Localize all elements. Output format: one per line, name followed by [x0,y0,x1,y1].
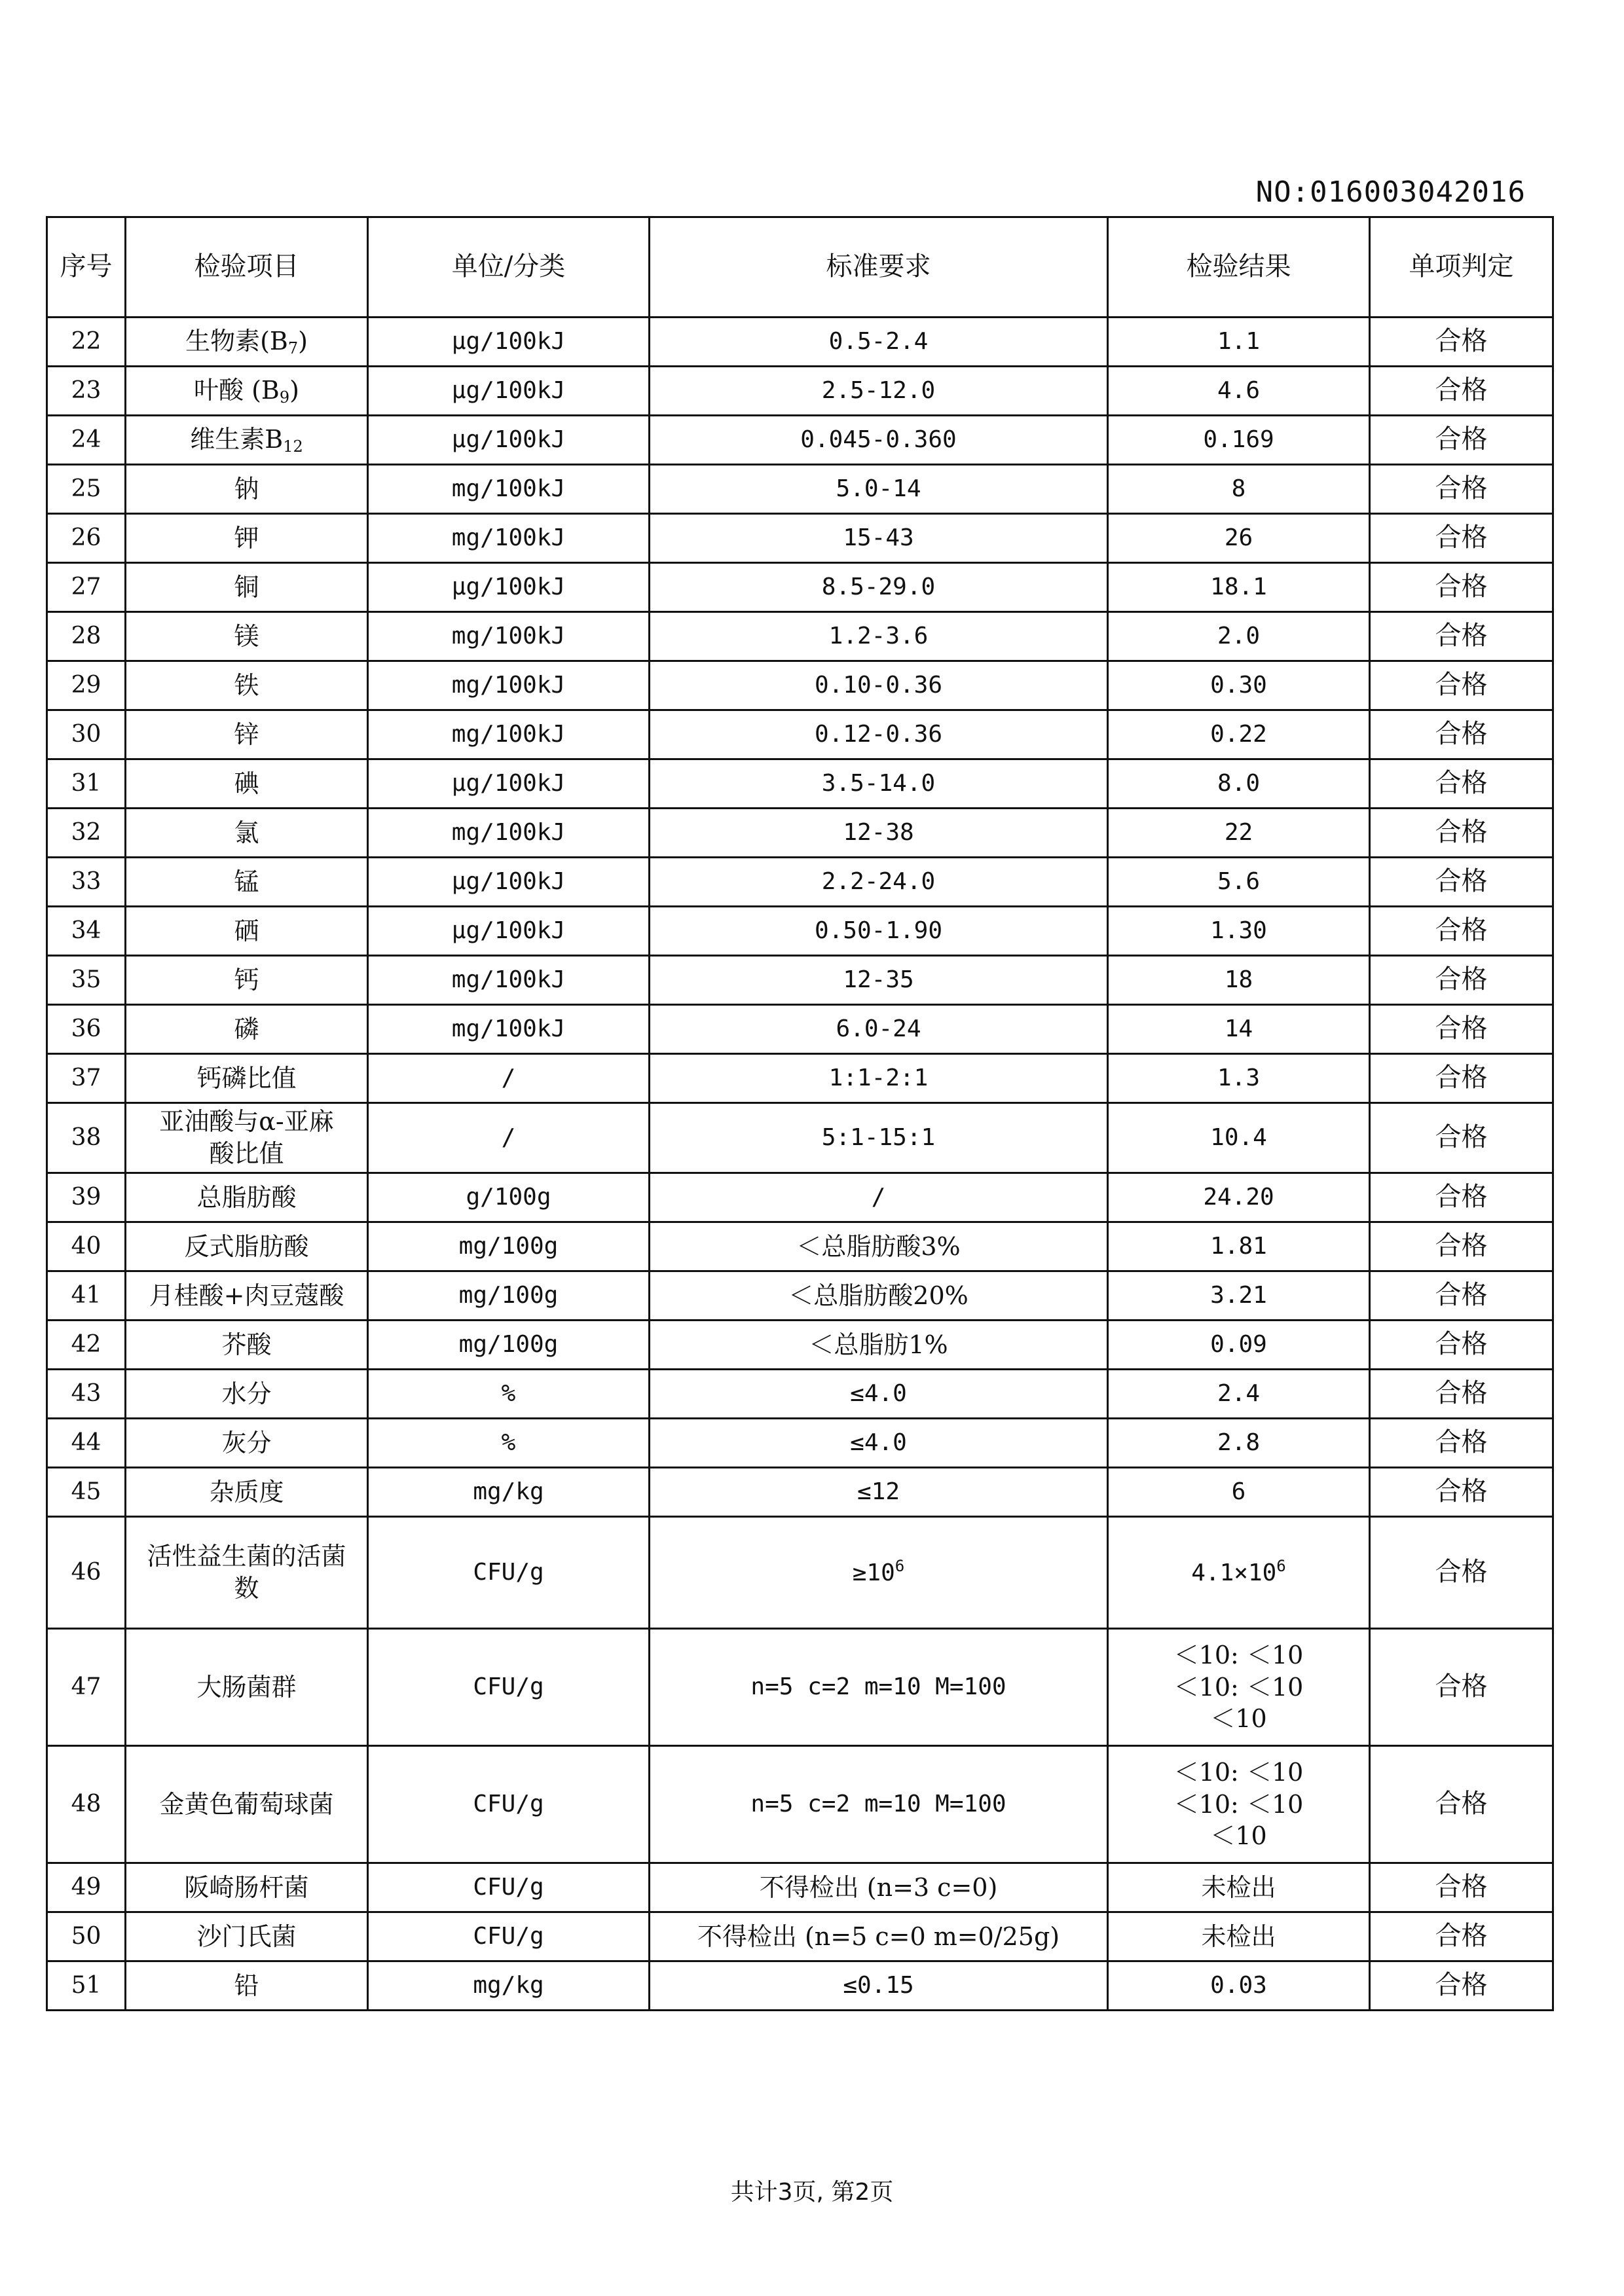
item-tail: ) [298,326,308,355]
standard-cell: ＜总脂肪1% [650,1321,1108,1370]
item-cell: 铁 [126,661,368,710]
standard-cell: ≤0.15 [650,1961,1108,2011]
standard-cell: n=5 c=2 m=10 M=100 [650,1629,1108,1746]
unit-cell: μg/100kJ [368,318,650,367]
table-row [47,1912,1553,1961]
table-row [47,858,1553,907]
result-cell: 24.20 [1108,1173,1370,1222]
result-cell: 0.169 [1108,416,1370,465]
unit-cell: mg/kg [368,1961,650,2011]
standard-cell: 5.0-14 [650,465,1108,514]
table-row [47,710,1553,759]
seq-cell: 45 [47,1468,126,1517]
unit-cell: μg/100kJ [368,759,650,809]
verdict-cell: 合格 [1370,465,1553,514]
unit-cell: mg/100g [368,1222,650,1271]
seq-cell: 47 [47,1629,126,1746]
standard-cell: ＜总脂肪酸3% [650,1222,1108,1271]
item-cell: 镁 [126,612,368,661]
standard-cell: 12-35 [650,956,1108,1005]
verdict-cell: 合格 [1370,1863,1553,1912]
seq-cell: 27 [47,563,126,612]
item-cell: 锰 [126,858,368,907]
seq-cell: 30 [47,710,126,759]
standard-cell: n=5 c=2 m=10 M=100 [650,1746,1108,1863]
item-cell [126,318,368,367]
unit-cell: mg/100g [368,1321,650,1370]
unit-cell: μg/100kJ [368,858,650,907]
standard-cell: 0.12-0.36 [650,710,1108,759]
table-header-row [47,217,1553,318]
verdict-cell: 合格 [1370,710,1553,759]
item-cell: 大肠菌群 [126,1629,368,1746]
result-cell: 0.22 [1108,710,1370,759]
standard-cell: ≤12 [650,1468,1108,1517]
table-row [47,809,1553,858]
unit-cell: / [368,1054,650,1103]
result-line: ＜10 [1210,1704,1267,1734]
result-cell: 1.1 [1108,318,1370,367]
table-row [47,1746,1553,1863]
header-item: 检验项目 [126,217,368,318]
document-number: NO:016003042016 [1255,175,1526,209]
result-cell: 22 [1108,809,1370,858]
standard-cell: ＜总脂肪酸20% [650,1271,1108,1321]
standard-cell: ≤4.0 [650,1370,1108,1419]
item-cell: 月桂酸+肉豆蔻酸 [126,1271,368,1321]
verdict-cell: 合格 [1370,1103,1553,1173]
unit-cell: CFU/g [368,1863,650,1912]
result-line: ＜10: ＜10 [1173,1672,1304,1702]
table-row [47,1419,1553,1468]
seq-cell: 40 [47,1222,126,1271]
result-cell: 1.3 [1108,1054,1370,1103]
table-row [47,416,1553,465]
result-cell: 1.81 [1108,1222,1370,1271]
table-row [47,612,1553,661]
item-cell: 沙门氏菌 [126,1912,368,1961]
header-seq: 序号 [47,217,126,318]
standard-cell: 3.5-14.0 [650,759,1108,809]
table-row [47,759,1553,809]
verdict-cell: 合格 [1370,1005,1553,1054]
seq-cell: 34 [47,907,126,956]
verdict-cell: 合格 [1370,612,1553,661]
item-line: 酸比值 [209,1139,284,1168]
standard-exponent: 6 [895,1557,905,1576]
unit-cell: mg/kg [368,1468,650,1517]
unit-cell: / [368,1103,650,1173]
item-subscript: 7 [287,338,299,357]
verdict-cell: 合格 [1370,1468,1553,1517]
item-subscript: 9 [279,388,290,407]
standard-cell: 2.2-24.0 [650,858,1108,907]
seq-cell: 51 [47,1961,126,2011]
standard-cell: 0.10-0.36 [650,661,1108,710]
item-cell: 钙磷比值 [126,1054,368,1103]
unit-cell: mg/100kJ [368,612,650,661]
verdict-cell: 合格 [1370,1517,1553,1629]
standard-cell: 2.5-12.0 [650,367,1108,416]
result-line: ＜10: ＜10 [1173,1641,1304,1670]
item-cell [126,1103,368,1173]
item-cell: 铜 [126,563,368,612]
item-cell: 硒 [126,907,368,956]
item-cell: 金黄色葡萄球菌 [126,1746,368,1863]
item-cell: 反式脂肪酸 [126,1222,368,1271]
seq-cell: 41 [47,1271,126,1321]
verdict-cell: 合格 [1370,1370,1553,1419]
result-cell: 8 [1108,465,1370,514]
seq-cell: 39 [47,1173,126,1222]
standard-cell: ≤4.0 [650,1419,1108,1468]
seq-cell: 25 [47,465,126,514]
item-tail: ) [289,375,299,405]
table-row [47,1005,1553,1054]
result-cell: 2.0 [1108,612,1370,661]
result-cell: 6 [1108,1468,1370,1517]
table-row [47,1321,1553,1370]
seq-cell: 29 [47,661,126,710]
unit-cell: CFU/g [368,1629,650,1746]
unit-cell: mg/100kJ [368,809,650,858]
seq-cell: 23 [47,367,126,416]
result-cell: 0.03 [1108,1961,1370,2011]
verdict-cell: 合格 [1370,416,1553,465]
verdict-cell: 合格 [1370,1961,1553,2011]
item-cell: 杂质度 [126,1468,368,1517]
item-line: 数 [234,1574,259,1603]
result-line: ＜10: ＜10 [1173,1758,1304,1787]
item-cell: 总脂肪酸 [126,1173,368,1222]
result-cell: 5.6 [1108,858,1370,907]
unit-cell: g/100g [368,1173,650,1222]
item-cell [126,367,368,416]
verdict-cell: 合格 [1370,1419,1553,1468]
table-row [47,563,1553,612]
table-row [47,465,1553,514]
standard-cell: 0.50-1.90 [650,907,1108,956]
verdict-cell: 合格 [1370,809,1553,858]
verdict-cell: 合格 [1370,1173,1553,1222]
table-row [47,1961,1553,2011]
seq-cell: 24 [47,416,126,465]
result-cell: 26 [1108,514,1370,563]
item-cell: 锌 [126,710,368,759]
verdict-cell: 合格 [1370,661,1553,710]
standard-cell: 15-43 [650,514,1108,563]
result-cell: 14 [1108,1005,1370,1054]
inspection-table [46,216,1554,2011]
table-row [47,1271,1553,1321]
result-cell: 未检出 [1108,1863,1370,1912]
verdict-cell: 合格 [1370,907,1553,956]
unit-cell: mg/100kJ [368,956,650,1005]
verdict-cell: 合格 [1370,1321,1553,1370]
standard-cell: 不得检出 (n=3 c=0) [650,1863,1108,1912]
table-row [47,1863,1553,1912]
seq-cell: 48 [47,1746,126,1863]
seq-cell: 32 [47,809,126,858]
item-cell: 灰分 [126,1419,368,1468]
standard-base: ≥10 [852,1559,895,1587]
verdict-cell: 合格 [1370,367,1553,416]
verdict-cell: 合格 [1370,1746,1553,1863]
item-cell: 碘 [126,759,368,809]
result-cell: 10.4 [1108,1103,1370,1173]
seq-cell: 36 [47,1005,126,1054]
result-cell: 18 [1108,956,1370,1005]
result-cell [1108,1517,1370,1629]
standard-cell: 8.5-29.0 [650,563,1108,612]
verdict-cell: 合格 [1370,1912,1553,1961]
page-number: 共计3页, 第2页 [730,2179,894,2206]
result-cell: 18.1 [1108,563,1370,612]
verdict-cell: 合格 [1370,858,1553,907]
result-cell: 0.09 [1108,1321,1370,1370]
item-cell: 钠 [126,465,368,514]
standard-cell [650,1517,1108,1629]
standard-cell: 不得检出 (n=5 c=0 m=0/25g) [650,1912,1108,1961]
standard-cell: / [650,1173,1108,1222]
item-cell: 芥酸 [126,1321,368,1370]
standard-cell: 0.5-2.4 [650,318,1108,367]
item-cell: 氯 [126,809,368,858]
result-cell: 2.8 [1108,1419,1370,1468]
unit-cell: CFU/g [368,1517,650,1629]
seq-cell: 22 [47,318,126,367]
table-row [47,1103,1553,1173]
result-cell: 1.30 [1108,907,1370,956]
item-text: 维生素B [190,424,284,454]
header-result: 检验结果 [1108,217,1370,318]
standard-cell: 0.045-0.360 [650,416,1108,465]
item-text: 叶酸 (B [194,375,280,405]
item-line: 活性益生菌的活菌 [147,1542,346,1571]
standard-cell: 1:1-2:1 [650,1054,1108,1103]
seq-cell: 35 [47,956,126,1005]
seq-cell: 50 [47,1912,126,1961]
result-cell: 8.0 [1108,759,1370,809]
seq-cell: 38 [47,1103,126,1173]
unit-cell: % [368,1419,650,1468]
table-row [47,1468,1553,1517]
seq-cell: 49 [47,1863,126,1912]
result-cell: 未检出 [1108,1912,1370,1961]
verdict-cell: 合格 [1370,1271,1553,1321]
unit-cell: mg/100kJ [368,1005,650,1054]
item-cell: 钾 [126,514,368,563]
result-cell [1108,1746,1370,1863]
verdict-cell: 合格 [1370,1054,1553,1103]
item-cell: 阪崎肠杆菌 [126,1863,368,1912]
result-cell: 2.4 [1108,1370,1370,1419]
item-cell: 磷 [126,1005,368,1054]
verdict-cell: 合格 [1370,1629,1553,1746]
verdict-cell: 合格 [1370,514,1553,563]
header-unit: 单位/分类 [368,217,650,318]
seq-cell: 44 [47,1419,126,1468]
table-row [47,1173,1553,1222]
result-line: ＜10 [1210,1821,1267,1851]
standard-cell: 1.2-3.6 [650,612,1108,661]
unit-cell: CFU/g [368,1912,650,1961]
seq-cell: 37 [47,1054,126,1103]
standard-cell: 6.0-24 [650,1005,1108,1054]
table-row [47,367,1553,416]
unit-cell: % [368,1370,650,1419]
result-exponent: 6 [1276,1557,1286,1576]
item-subscript: 12 [283,437,303,456]
result-cell: 3.21 [1108,1271,1370,1321]
seq-cell: 26 [47,514,126,563]
table-row [47,1054,1553,1103]
table-row [47,1629,1553,1746]
unit-cell: mg/100g [368,1271,650,1321]
verdict-cell: 合格 [1370,318,1553,367]
unit-cell: μg/100kJ [368,416,650,465]
item-cell [126,416,368,465]
result-base: 4.1×10 [1191,1559,1277,1587]
header-verdict: 单项判定 [1370,217,1553,318]
item-text: 生物素(B [185,326,288,355]
result-cell [1108,1629,1370,1746]
item-cell: 铅 [126,1961,368,2011]
unit-cell: μg/100kJ [368,367,650,416]
seq-cell: 31 [47,759,126,809]
unit-cell: μg/100kJ [368,563,650,612]
table-row [47,1517,1553,1629]
verdict-cell: 合格 [1370,956,1553,1005]
result-cell: 4.6 [1108,367,1370,416]
seq-cell: 43 [47,1370,126,1419]
seq-cell: 42 [47,1321,126,1370]
unit-cell: mg/100kJ [368,514,650,563]
table-row [47,514,1553,563]
table-row [47,318,1553,367]
verdict-cell: 合格 [1370,1222,1553,1271]
item-cell: 水分 [126,1370,368,1419]
table-row [47,956,1553,1005]
unit-cell: mg/100kJ [368,661,650,710]
table-row [47,1370,1553,1419]
item-cell [126,1517,368,1629]
unit-cell: mg/100kJ [368,710,650,759]
item-line: 亚油酸与α-亚麻 [159,1107,334,1137]
table-row [47,907,1553,956]
verdict-cell: 合格 [1370,759,1553,809]
verdict-cell: 合格 [1370,563,1553,612]
result-cell: 0.30 [1108,661,1370,710]
unit-cell: mg/100kJ [368,465,650,514]
standard-cell: 5:1-15:1 [650,1103,1108,1173]
table-row [47,1222,1553,1271]
seq-cell: 33 [47,858,126,907]
unit-cell: CFU/g [368,1746,650,1863]
unit-cell: μg/100kJ [368,907,650,956]
seq-cell: 28 [47,612,126,661]
result-line: ＜10: ＜10 [1173,1789,1304,1819]
table-row [47,661,1553,710]
header-standard: 标准要求 [650,217,1108,318]
standard-cell: 12-38 [650,809,1108,858]
item-cell: 钙 [126,956,368,1005]
seq-cell: 46 [47,1517,126,1629]
